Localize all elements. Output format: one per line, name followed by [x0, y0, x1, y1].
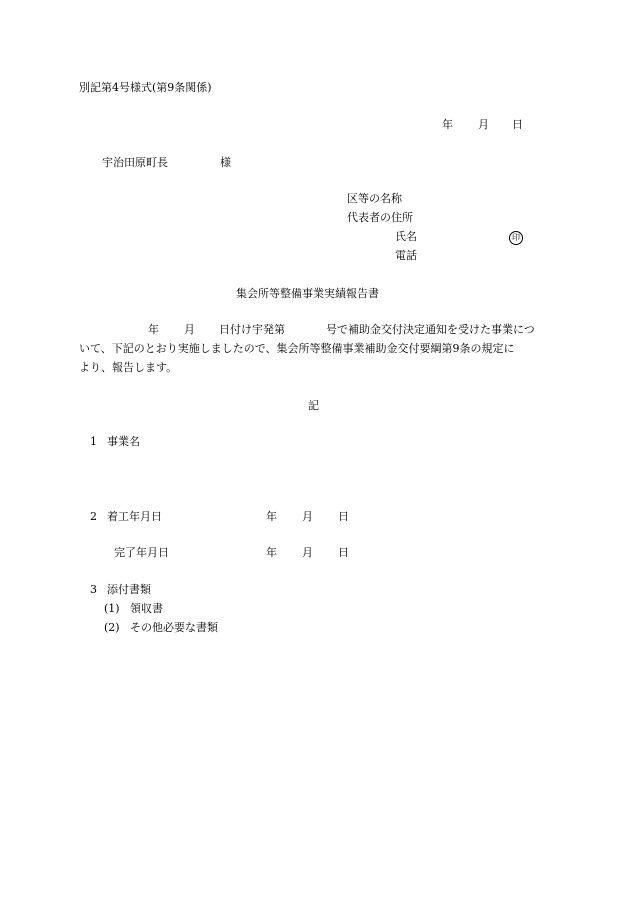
body-line3: より、報告します。 [79, 361, 178, 374]
form-label: 別記第4号様式(第9条関係) [79, 81, 212, 94]
body-line2: いて、下記のとおり実施しましたので、集会所等整備事業補助金交付要綱第9条の規定に [79, 342, 515, 355]
item2-label: 着工年月日 [107, 510, 162, 523]
item2b-day: 日 [338, 546, 349, 559]
subitem-label: 領収書 [130, 602, 163, 615]
seal-circle: 印 [509, 231, 523, 245]
subitem-label: その他必要な書類 [130, 621, 218, 634]
item1-number: 1 [90, 435, 97, 448]
applicant-org-label: 区等の名称 [347, 192, 402, 205]
seal-mark [509, 229, 523, 245]
item1-label: 事業名 [107, 435, 140, 448]
date-month-label: 月 [478, 118, 489, 131]
item2-day: 日 [338, 510, 349, 523]
body-line1-text: 号で補助金交付決定通知を受けた事業につ [326, 323, 535, 336]
ki-marker: 記 [308, 399, 319, 412]
body-day-suffix: 日付け宇発第 [219, 323, 285, 336]
date-day-label: 日 [512, 118, 523, 131]
applicant-address-label: 代表者の住所 [347, 211, 413, 224]
applicant-phone-label: 電話 [395, 249, 417, 262]
subitem-number: (2) [104, 621, 120, 634]
item2-month: 月 [302, 510, 313, 523]
item2b-label: 完了年月日 [114, 546, 169, 559]
addressee-name: 宇治田原町長 [102, 156, 168, 169]
document-title: 集会所等整備事業実績報告書 [236, 287, 379, 300]
item3-number: 3 [90, 583, 97, 596]
body-month: 月 [184, 323, 195, 336]
item2b-year: 年 [266, 546, 277, 559]
body-year: 年 [148, 323, 159, 336]
item2-year: 年 [266, 510, 277, 523]
applicant-name-label: 氏名 [395, 230, 417, 243]
item2b-month: 月 [302, 546, 313, 559]
addressee-honorific: 様 [220, 156, 231, 169]
item3-label: 添付書類 [107, 583, 151, 596]
subitem-number: (1) [104, 602, 120, 615]
date-year-label: 年 [442, 118, 453, 131]
item2-number: 2 [90, 510, 97, 523]
